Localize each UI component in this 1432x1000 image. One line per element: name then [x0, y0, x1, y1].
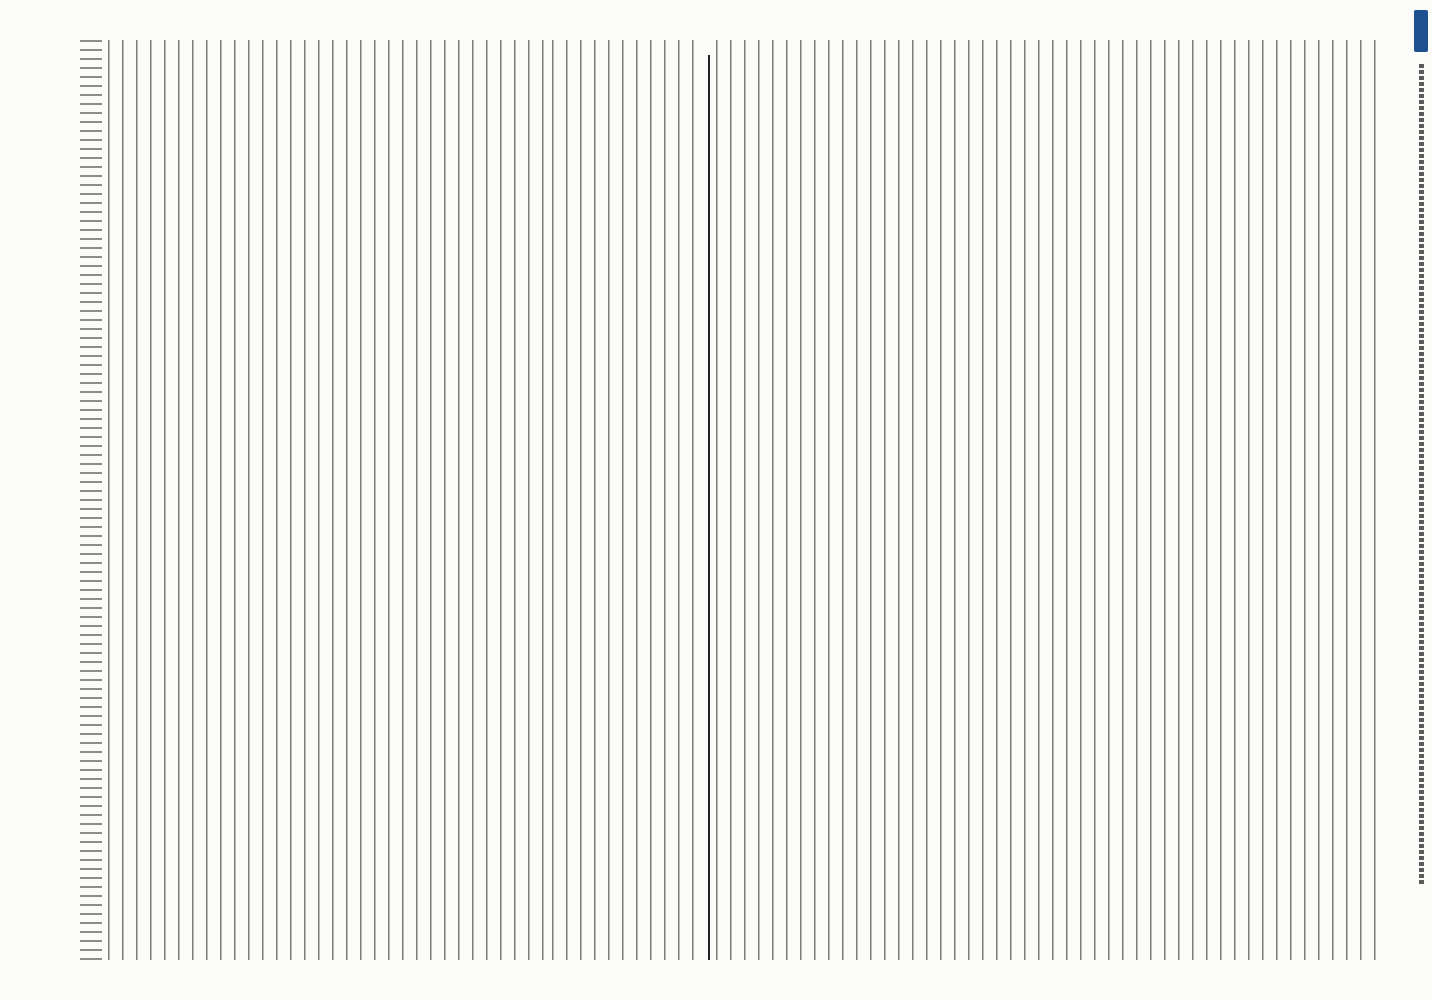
dfg-logo: [1414, 10, 1428, 52]
left-column: [108, 40, 546, 960]
digitisation-notice-line: [1419, 64, 1424, 884]
digitisation-notice: [1412, 6, 1430, 996]
column-divider: [708, 55, 710, 960]
page-header-strip: [80, 40, 102, 960]
right-column: [716, 40, 1384, 960]
left-column-lower: [552, 40, 700, 960]
